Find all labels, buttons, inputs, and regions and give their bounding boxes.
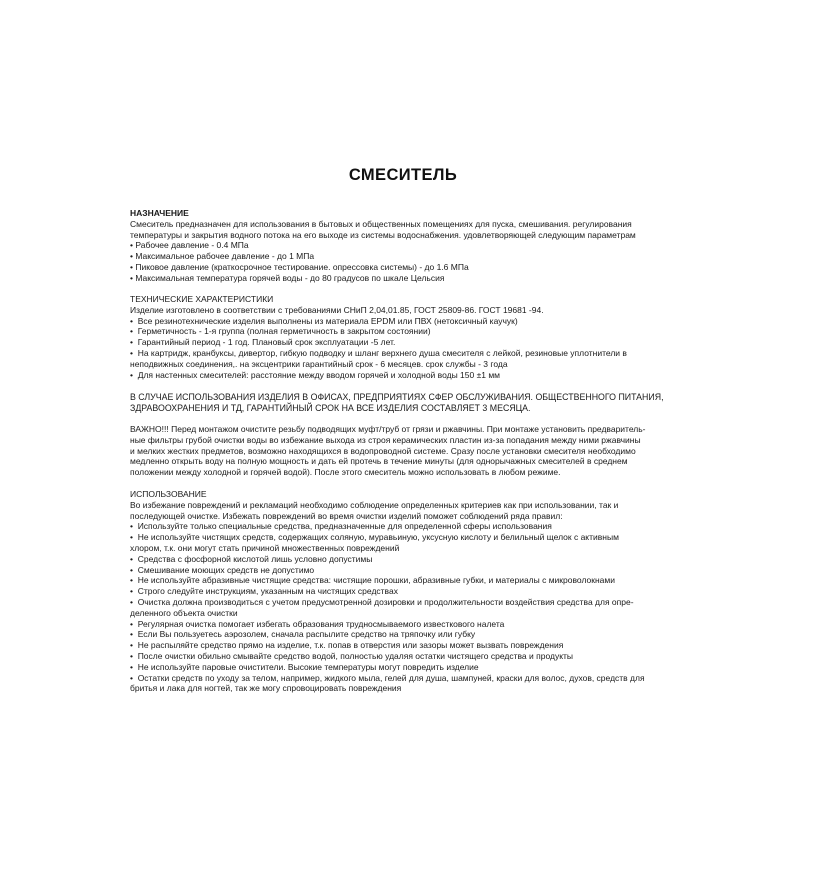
page-title: СМЕСИТЕЛЬ — [348, 166, 458, 184]
paragraph-line: неподвижных соединения,. на эксцентрики гарантийный срок - 6 месяцев. срок службы - 3 года — [130, 358, 508, 369]
specs-section — [130, 294, 770, 380]
bullet-item: • Пиковое давление (краткосрочное тестирование. опрессовка системы) - до 1.6 МПа — [130, 261, 469, 272]
paragraph-line: последующей очистке. Избежать повреждений во время очистки изделий поможет соблюдений ряда правил: — [130, 510, 563, 521]
bullet-item: • Для настенных смесителей: расстояние между вводом горячей и холодной воды 150 ±1 мм — [130, 369, 501, 380]
paragraph-line: В СЛУЧАЕ ИСПОЛЬЗОВАНИЯ ИЗДЕЛИЯ В ОФИСАХ, ПРЕДПРИЯТИЯХ СФЕР ОБСЛУЖИВАНИЯ. ОБЩЕСТВЕННОГО ПИТАНИЯ, — [130, 392, 664, 402]
bullet-item: • Регулярная очистка помогает избегать образования трудносмываемого известкового налета — [130, 618, 505, 629]
bullet-item: • Если Вы пользуетесь аэрозолем, сначала распылите средство на тряпочку или губку — [130, 629, 476, 640]
bullet-item: • Все резинотехнические изделия выполнены из материала EPDM или ПВХ (нетоксичный каучук) — [130, 315, 518, 326]
bullet-item: • Максимальная температура горячей воды - до 80 градусов по шкале Цельсия — [130, 272, 445, 283]
bullet-item: • Остатки средств по уходу за телом, например, жидкого мыла, гелей для душа, шампуней, краски для волос, духов, средств для — [130, 672, 645, 683]
bullet-item: • Очистка должна производиться с учетом предусмотренной дозировки и продолжительности воздействия средства для опре- — [130, 596, 634, 607]
bullet-item: • Строго следуйте инструкциям, указанным на чистящих средствах — [130, 586, 398, 597]
bullet-item: • Рабочее давление - 0.4 МПа — [130, 240, 249, 251]
bullet-item: • Герметичность - 1-я группа (полная герметичность в закрытом состоянии) — [130, 326, 431, 337]
paragraph-line: температуры и закрытия водного потока на его выходе из системы водоснабжения. удовлетворяющей следующим параметрам — [130, 229, 636, 240]
important-notice — [130, 424, 770, 478]
bullet-item: • Не используйте абразивные чистящие средства: чистящие порошки, абразивные губки, и материалы с микроволокнами — [130, 575, 615, 586]
paragraph-line: положении между холодной и горячей водой). После этого смеситель можно использовать в любом режиме. — [130, 467, 561, 478]
bullet-item: • Не используйте паровые очистители. Высокие температуры могут повредить изделие — [130, 661, 479, 672]
bullet-item: • После очистки обильно смывайте средство водой, полностью удаляя остатки чистящего средства и продукты — [130, 650, 574, 661]
paragraph-line: ВАЖНО!!! Перед монтажом очистите резьбу подводящих муфт/труб от грязи и ржавчины. При монтаже установить предваритель- — [130, 424, 646, 434]
warranty-notice — [130, 392, 770, 414]
section-heading: НАЗНАЧЕНИЕ — [130, 208, 189, 218]
section-heading: ИСПОЛЬЗОВАНИЕ — [130, 489, 207, 499]
usage-section — [130, 489, 770, 694]
paragraph-line: Изделие изготовлено в соответствии с требованиями СНиП 2,04,01.85, ГОСТ 25809-86. ГОСТ 19681 -94. — [130, 304, 544, 315]
section-heading: ТЕХНИЧЕСКИЕ ХАРАКТЕРИСТИКИ — [130, 294, 274, 304]
paragraph-line: хлором, т.к. они могут стать причиной множественных повреждений — [130, 542, 400, 553]
bullet-item: • Используйте только специальные средства, предназначенные для определенной сферы использования — [130, 521, 552, 532]
bullet-item: • Гарантийный период - 1 год. Плановый срок эксплуатации -5 лет. — [130, 337, 396, 348]
bullet-item: • Не распыляйте средство прямо на изделие, т.к. попав в отверстия или зазоры может вызвать повреждения — [130, 640, 564, 651]
bullet-item: • Не используйте чистящих средств, содержащих соляную, муравьиную, уксусную кислоту и белильный щелок с активным — [130, 532, 619, 543]
paragraph-line: ЗДРАВООХРАНЕНИЯ И ТД, ГАРАНТИЙНЫЙ СРОК НА ВСЕ ИЗДЕЛИЯ СОСТАВЛЯЕТ 3 МЕСЯЦА. — [130, 403, 531, 413]
paragraph-line: Во избежание повреждений и рекламаций необходимо соблюдение определенных критериев как при использовании, так и — [130, 499, 619, 510]
paragraph-line: Смеситель предназначен для использования в бытовых и общественных помещениях для пуска, смешивания. регулирования — [130, 218, 632, 229]
paragraph-line: медленно открыть воду на полную мощность и дать ей протечь в течение минуты (для однорычажных смесителей в среднем — [130, 456, 628, 467]
bullet-item: • Максимальное рабочее давление - до 1 МПа — [130, 251, 315, 262]
paragraph-line: деленного объекта очистки — [130, 607, 238, 618]
paragraph-line: ные фильтры грубой очистки воды во избежание выхода из строя керамических пластин из-за попадания между ними ржавчины — [130, 434, 641, 445]
bullet-item: • На картридж, кранбуксы, дивертор, гибкую подводку и шланг верхнего душа смесителя с лейкой, резиновые уплотнители в — [130, 347, 627, 358]
bullet-item: • Смешивание моющих средств не допустимо — [130, 564, 315, 575]
bullet-item: • Средства с фосфорной кислотой лишь условно допустимы — [130, 553, 373, 564]
paragraph-line: и мелких жестких предметов, возможно находящихся в водопроводной системе. Сразу после установки смесителя необходимо — [130, 445, 636, 456]
paragraph-line: бритья и лака для ногтей, так же могу спровоцировать повреждения — [130, 683, 402, 694]
purpose-section — [130, 208, 770, 284]
